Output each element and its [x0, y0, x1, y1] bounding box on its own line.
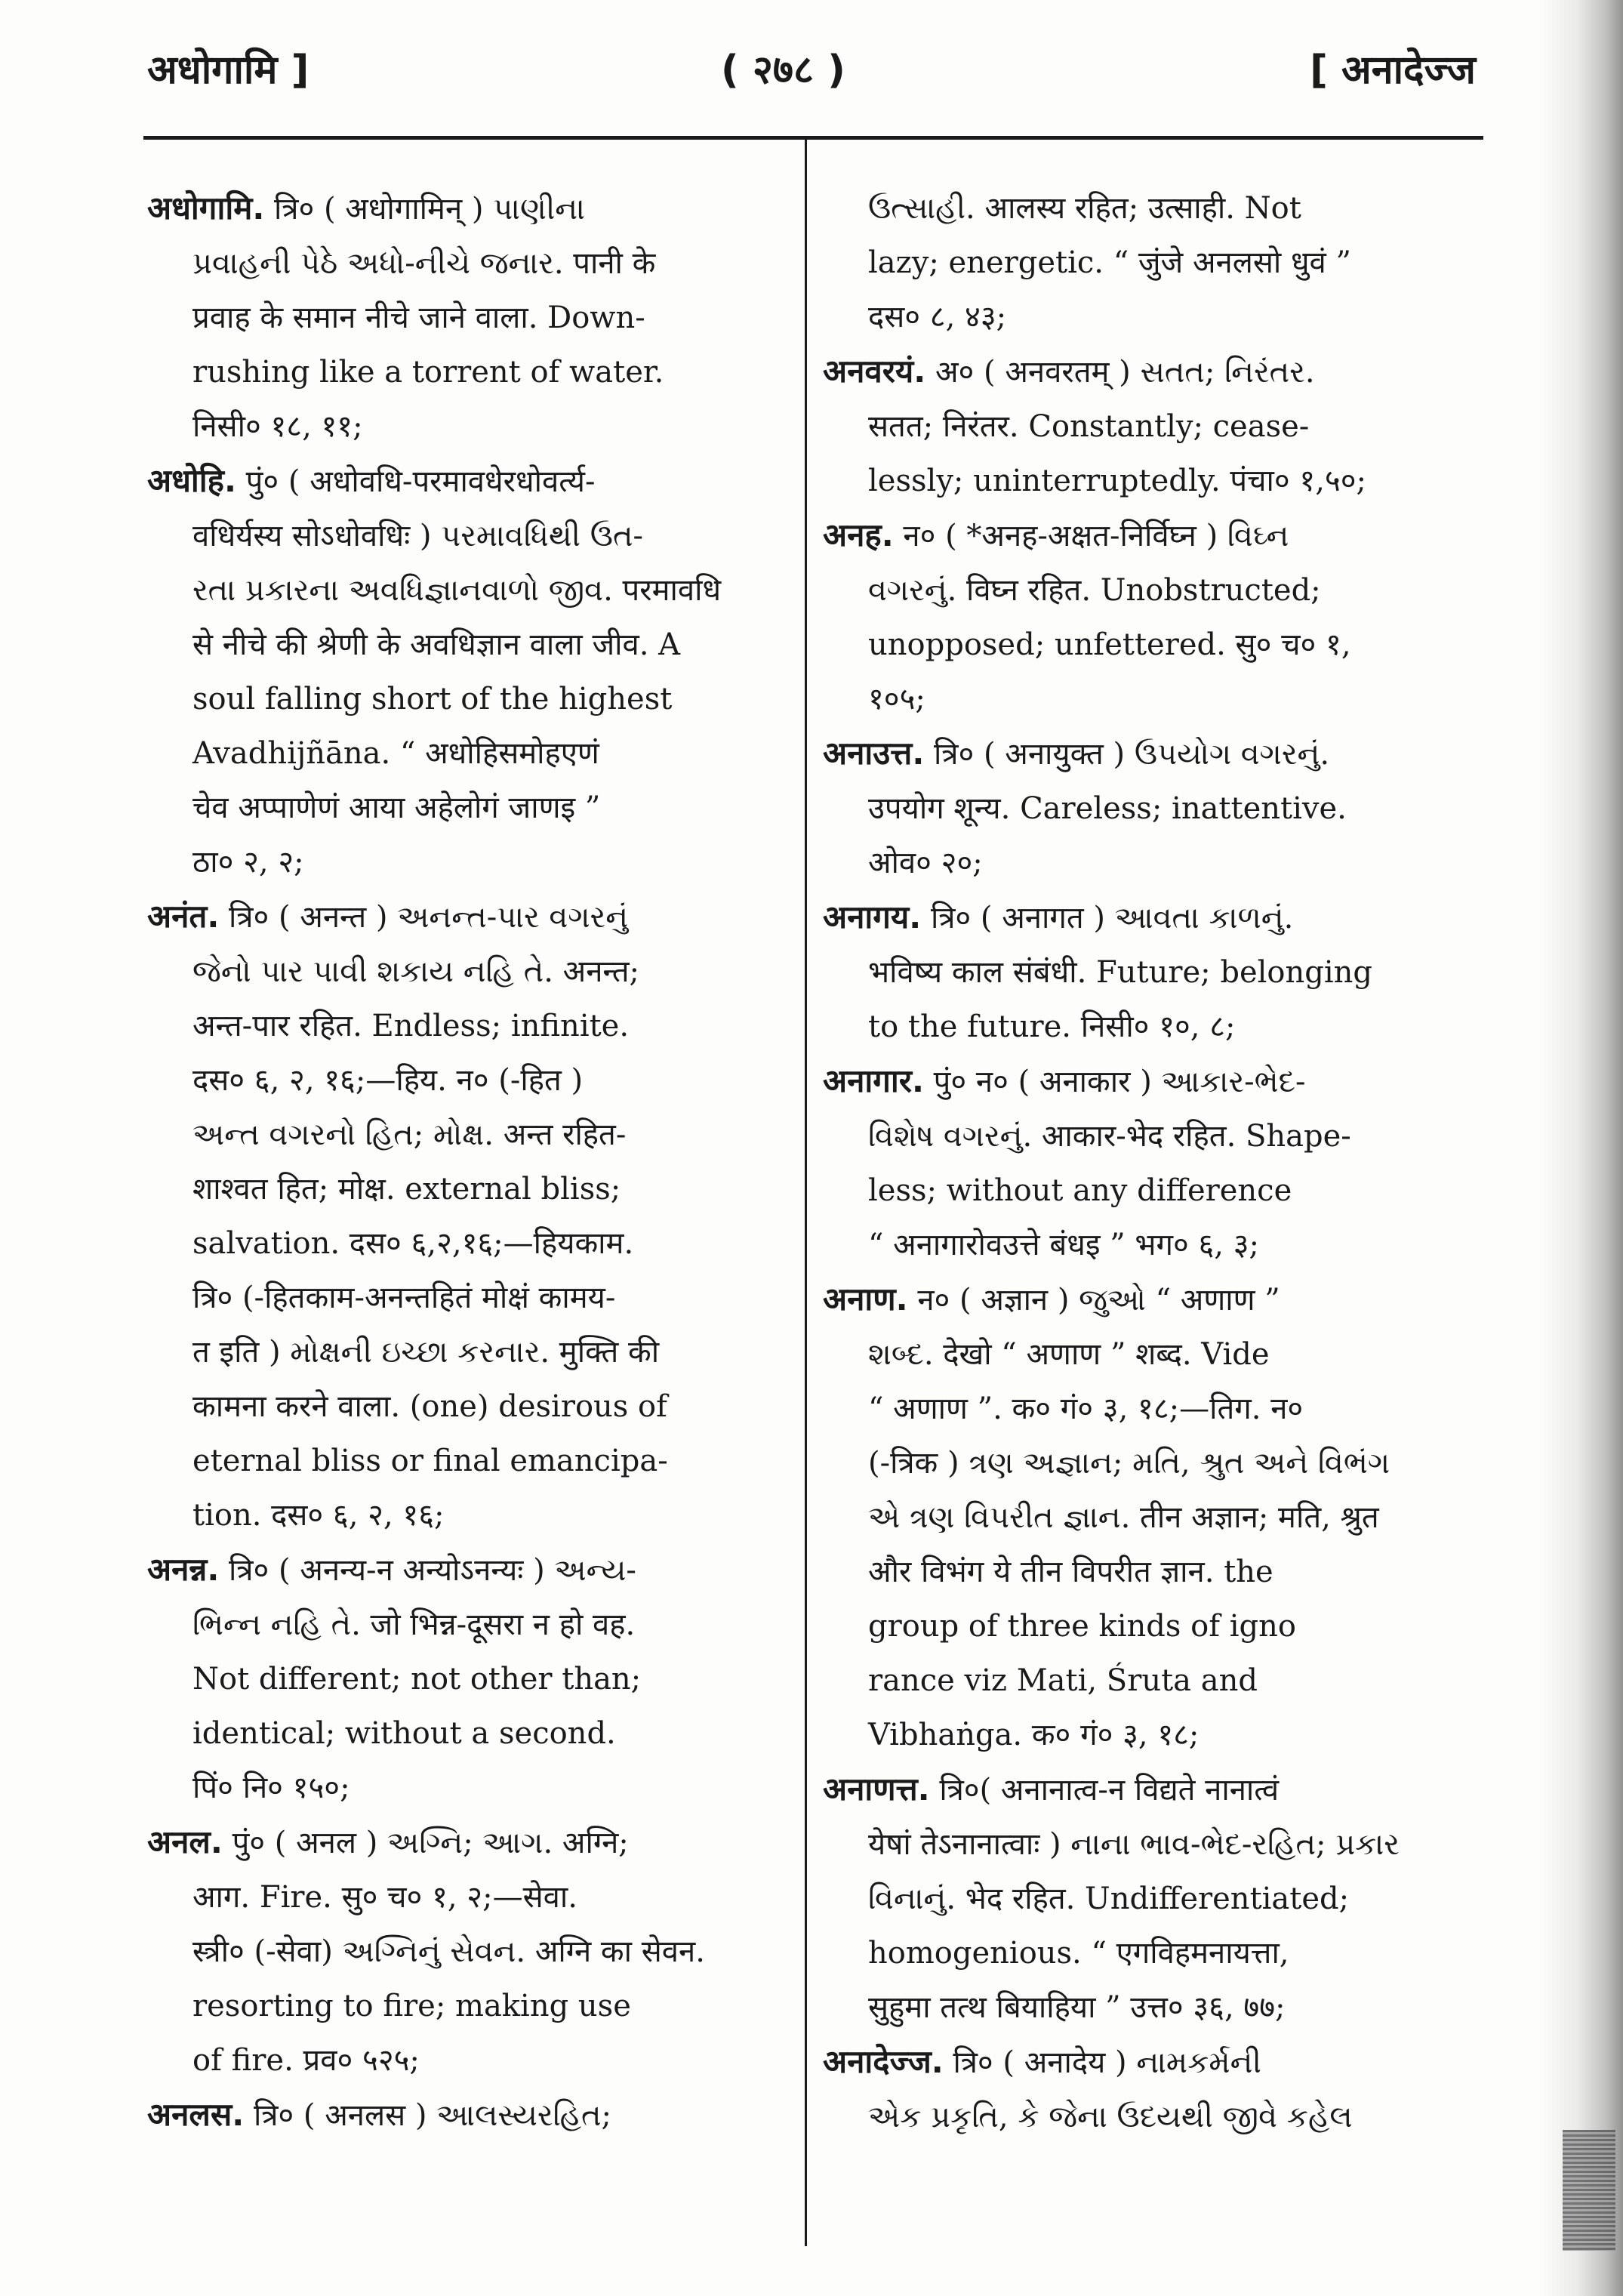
- entry-line: [823, 1599, 1464, 1653]
- entry-line: [823, 1109, 1464, 1163]
- entry-text: निसी० १८, ११;: [192, 409, 363, 444]
- entry-line: [823, 1000, 1464, 1054]
- entry-text: प्रवाह के समान नीचे जाने वाला. Down-: [192, 300, 645, 335]
- entry-headword: अनागार.: [823, 1062, 924, 1099]
- header-right-guideword: [ अनादेज्ज: [1310, 48, 1476, 93]
- entry-text: चेव अप्पाणेणं आया अहेलोगं जाणइ ”: [192, 791, 601, 825]
- entry-line: [147, 1434, 789, 1488]
- entry-line: [147, 999, 789, 1053]
- entry-headword: अनागय.: [823, 898, 922, 935]
- header-left-guideword: अधोगामि ]: [147, 48, 310, 93]
- entry-headword: अधोगामि.: [147, 190, 265, 227]
- dictionary-entry: [147, 1542, 789, 1815]
- entry-text: less; without any difference: [868, 1173, 1292, 1208]
- entry-text: “ अणाण ”. क० गं० ३, १८;—तिग. न०: [868, 1391, 1304, 1426]
- entry-text: स्त्री० (-सेवा) અગ્નિનું સેવન. अग्नि का सेवन.: [192, 1934, 705, 1969]
- entry-text: दस० ८, ४३;: [868, 300, 1007, 334]
- entry-line: [147, 672, 789, 726]
- entry-text: येषां तेऽनानात्वाः ) નાના ભાવ-ભેદ-રહિત; પ્રકાર: [868, 1827, 1400, 1862]
- entry-text: से नीचे की श्रेणी के अवधिज्ञान वाला जीव. A: [192, 627, 681, 662]
- entry-text: न० ( *अनह-अक्षत-निर्विघ्न ) વિઘ્ન: [903, 519, 1289, 553]
- entry-text: એક પ્રકૃતિ, કે જેના ઉદયથી જીવે કહેલ: [868, 2100, 1353, 2134]
- entry-line: [823, 1382, 1464, 1436]
- dictionary-entry: [823, 1272, 1464, 1762]
- dictionary-entry: [823, 726, 1464, 890]
- entry-line: [147, 1925, 789, 1979]
- entry-text: ભિન્ન નહિ તે. जो भिन्न-दूसरा न हो वह.: [192, 1607, 636, 1642]
- entry-line: [823, 726, 1464, 781]
- entry-text: त्रि० (-हितकाम-अनन्तहितं मोक्षं कामय-: [192, 1281, 616, 1315]
- entry-text: वधिर्यस्य सोऽधोवधिः ) પરમાવધિથી ઉત-: [192, 519, 643, 553]
- entry-line: [147, 1598, 789, 1652]
- entry-line: [823, 945, 1464, 1000]
- entry-text: પ્રવાહની પેઠે અધો-નીચે જનાર. पानी के: [192, 246, 656, 281]
- entry-text: अन्त-पार रहित. Endless; infinite.: [192, 1009, 630, 1043]
- entry-text: न० ( अज्ञान ) જુઓ “ अणाण ”: [917, 1283, 1280, 1318]
- entry-line: [147, 945, 789, 999]
- dictionary-entry: [147, 1815, 789, 2088]
- entry-text: શબ્દ. देखो “ अणाण ” शब्द. Vide: [868, 1337, 1270, 1372]
- entry-line: [823, 454, 1464, 508]
- entry-line: [823, 1980, 1464, 2035]
- entry-text: अ० ( अनवरतम् ) સતત; નિરંતર.: [935, 355, 1315, 390]
- entry-line: [147, 1216, 789, 1271]
- entry-line: [823, 1817, 1464, 1872]
- entry-text: त इति ) મોક્ષની ઇચ્છા કરનાર. मुक्ति की: [192, 1335, 660, 1370]
- entry-line: [823, 236, 1464, 290]
- entry-headword: अनाण.: [823, 1281, 908, 1318]
- left-column: [147, 181, 789, 2143]
- entry-text: અન્ત વગરનો હિત; મોક્ષ. अन्त रहित-: [192, 1117, 627, 1152]
- entry-line: [823, 1872, 1464, 1926]
- entry-text: unopposed; unfettered. सु० च० १,: [868, 627, 1351, 662]
- entry-line: [147, 1870, 789, 1925]
- entry-line: [823, 1327, 1464, 1382]
- entry-line: [147, 399, 789, 454]
- entry-text: વિનાનું. भेद रहित. Undifferentiated;: [868, 1881, 1350, 1916]
- entry-text: आग. Fire. सु० च० १, २;—सेवा.: [192, 1880, 577, 1915]
- entry-text: “ अनागारोवउत्ते बंधइ ” भग० ६, ३;: [868, 1228, 1260, 1262]
- entry-line: [823, 1545, 1464, 1599]
- entry-text: to the future. निसी० १०, ८;: [868, 1009, 1236, 1044]
- entry-line: [147, 1379, 789, 1434]
- entry-line: [147, 889, 789, 945]
- entry-line: [147, 1979, 789, 2033]
- entry-line: [823, 1218, 1464, 1272]
- entry-headword: अनवरयं.: [823, 353, 926, 390]
- entry-line: [823, 890, 1464, 945]
- entry-line: [147, 181, 789, 236]
- dictionary-entry: [147, 181, 789, 454]
- entry-line: [147, 1488, 789, 1542]
- entry-text: Not different; not other than;: [192, 1662, 642, 1697]
- entry-text: त्रि०( अनानात्व-न विद्यते नानात्वं: [939, 1773, 1280, 1808]
- entry-text: पुं० ( अनल ) અગ્નિ; આગ. अग्नि;: [232, 1826, 629, 1860]
- entry-text: Vibhaṅga. क० गं० ३, १८;: [868, 1718, 1200, 1752]
- entry-headword: अनल.: [147, 1823, 223, 1860]
- entry-line: [823, 290, 1464, 344]
- dictionary-entry: [147, 2088, 789, 2143]
- header-rule: [143, 136, 1483, 140]
- entry-line: [147, 1706, 789, 1761]
- entry-line: [147, 291, 789, 345]
- entry-line: [823, 836, 1464, 890]
- entry-text: soul falling short of the highest: [192, 682, 673, 717]
- entry-line: [147, 509, 789, 563]
- entry-text: ओव० २०;: [868, 846, 983, 880]
- entry-text: વગરનું. विघ्न रहित. Unobstructed;: [868, 573, 1321, 608]
- entry-line: [823, 563, 1464, 618]
- entry-line: [823, 1163, 1464, 1218]
- entry-headword: अनाणत्त.: [823, 1771, 930, 1808]
- entry-text: कामना करने वाला. (one) desirous of: [192, 1389, 667, 1424]
- entry-line: [823, 1708, 1464, 1762]
- entry-line: [823, 1272, 1464, 1327]
- entry-text: resorting to fire; making use: [192, 1989, 631, 2023]
- entry-text: lessly; uninterruptedly. पंचा० १,५०;: [868, 464, 1366, 498]
- dictionary-entry: [823, 890, 1464, 1054]
- entry-headword: अनन्न.: [147, 1551, 220, 1588]
- entry-text: rance viz Mati, Śruta and: [868, 1663, 1258, 1698]
- entry-text: त्रि० ( अनन्त ) અનન્ત-પાર વગરનું: [229, 900, 629, 935]
- scan-edge-mark: [1563, 2130, 1615, 2251]
- entry-line: [823, 344, 1464, 399]
- entry-text: identical; without a second.: [192, 1716, 616, 1751]
- dictionary-entry: [147, 889, 789, 1542]
- entry-line: [823, 672, 1464, 726]
- entry-line: [823, 1436, 1464, 1490]
- entry-line: [147, 2033, 789, 2088]
- entry-line: [147, 1761, 789, 1815]
- dictionary-entry: [823, 508, 1464, 726]
- entry-text: વિશેષ વગરનું. आकार-भेद रहित. Shape-: [868, 1119, 1351, 1154]
- entry-text: રતા પ્રકારના અવધિજ્ઞાનવાળો જીવ. परमावधि: [192, 573, 722, 608]
- entry-line: [147, 1815, 789, 1870]
- entry-line: [823, 618, 1464, 672]
- entry-line: [147, 618, 789, 672]
- entry-text: salvation. दस० ६,२,१६;—हियकाम.: [192, 1226, 634, 1261]
- entry-line: [147, 1652, 789, 1706]
- page-header: [147, 42, 1476, 102]
- entry-text: त्रि० ( अनन्य-न अन्योऽनन्यः ) અન્ય-: [229, 1553, 636, 1588]
- entry-line: [147, 2088, 789, 2143]
- entry-text: त्रि० ( अनायुक्त ) ઉપયોગ વગરનું.: [934, 737, 1330, 772]
- entry-line: [823, 399, 1464, 454]
- entry-text: જેનો પાર પાવી શકાય નહિ તે. अनन्त;: [192, 954, 639, 989]
- dictionary-entry: [823, 1762, 1464, 2035]
- entry-text: (-त्रिक ) ત્રણ અજ્ઞાન; મતિ, શ્રુત અને વિભંગ: [868, 1446, 1390, 1481]
- entry-line: [823, 1653, 1464, 1708]
- entry-line: [823, 1054, 1464, 1109]
- entry-text: १०५;: [868, 682, 925, 717]
- entry-line: [147, 345, 789, 399]
- entry-line: [823, 1762, 1464, 1817]
- entry-text: पुं० न० ( अनाकार ) આકાર-ભેદ-: [933, 1065, 1306, 1099]
- entry-line: [147, 1542, 789, 1598]
- entry-text: lazy; energetic. “ जुंजे अनलसो धुवं ”: [868, 245, 1351, 280]
- entry-text: tion. दस० ६, २, १६;: [192, 1498, 445, 1533]
- right-column: [823, 181, 1464, 2144]
- entry-line: [147, 835, 789, 889]
- entry-text: એ ત્રણ વિપરીત જ્ઞાન. तीन अज्ञान; मति, श्रुत: [868, 1500, 1379, 1535]
- entry-line: [147, 726, 789, 781]
- dictionary-entry: [823, 344, 1464, 508]
- entry-text: त्रि० ( अनागत ) આવતા કાળનું.: [930, 901, 1294, 935]
- entry-line: [147, 1325, 789, 1379]
- entry-line: [823, 1926, 1464, 1980]
- entry-text: त्रि० ( अनादेय ) નામકર્મની: [953, 2045, 1261, 2080]
- entry-text: पुं० ( अधोवधि-परमावधेरधोवर्त्य-: [245, 464, 596, 499]
- entry-text: सतत; निरंतर. Constantly; cease-: [868, 409, 1310, 444]
- entry-text: शाश्वत हित; मोक्ष. external bliss;: [192, 1172, 621, 1207]
- entry-line: [823, 181, 1464, 236]
- entry-line: [147, 236, 789, 291]
- entry-text: त्रि० ( अधोगामिन् ) પાણીના: [274, 192, 585, 227]
- entry-line: [823, 2035, 1464, 2090]
- entry-headword: अनाउत्त.: [823, 735, 925, 772]
- entry-line: [147, 1271, 789, 1325]
- entry-text: ठा० २, २;: [192, 845, 304, 880]
- entry-line: [147, 781, 789, 835]
- entry-text: of fire. प्रव० ५२५;: [192, 2043, 420, 2078]
- entry-text: उपयोग शून्य. Careless; inattentive.: [868, 791, 1347, 826]
- entry-line: [147, 1162, 789, 1216]
- entry-line: [147, 1053, 789, 1108]
- entry-text: eternal bliss or final emancipa-: [192, 1444, 668, 1478]
- entry-line: [823, 781, 1464, 836]
- header-page-number: ( २७८ ): [721, 48, 845, 93]
- entry-text: त्रि० ( अनलस ) આલસ્યરહિત;: [253, 2098, 612, 2133]
- entry-line: [147, 1108, 789, 1162]
- entry-line: [147, 563, 789, 618]
- entry-line: [147, 454, 789, 509]
- dictionary-entry: [147, 454, 789, 889]
- dictionary-entry: [823, 1054, 1464, 1272]
- entry-headword: अनंत.: [147, 898, 220, 935]
- entry-headword: अधोहि.: [147, 462, 236, 499]
- entry-text: पिं० नि० १५०;: [192, 1771, 350, 1805]
- entry-text: भविष्य काल संबंधी. Future; belonging: [868, 955, 1373, 990]
- column-divider: [805, 140, 807, 2246]
- entry-text: और विभंग ये तीन विपरीत ज्ञान. the: [868, 1555, 1273, 1589]
- entry-text: सुहुमा तत्थ बियाहिया ” उत्त० ३६, ७७;: [868, 1990, 1286, 2025]
- entry-text: group of three kinds of igno: [868, 1609, 1296, 1644]
- dictionary-entry: [823, 181, 1464, 344]
- entry-text: Avadhijñāna. “ अधोहिसमोहएणं: [192, 736, 599, 771]
- entry-line: [823, 2090, 1464, 2144]
- dictionary-entry: [823, 2035, 1464, 2144]
- entry-line: [823, 1490, 1464, 1545]
- entry-line: [823, 508, 1464, 563]
- entry-text: दस० ६, २, १६;—हिय. न० (-हित ): [192, 1063, 584, 1098]
- entry-text: ઉત્સાહી. आलस्य रहित; उत्साही. Not: [868, 191, 1301, 226]
- entry-headword: अनादेज्ज.: [823, 2043, 944, 2080]
- entry-text: rushing like a torrent of water.: [192, 355, 664, 390]
- entry-headword: अनलस.: [147, 2096, 245, 2133]
- scan-edge-shadow: [1540, 0, 1623, 2296]
- entry-headword: अनह.: [823, 516, 894, 553]
- entry-text: homogenious. “ एगविहमनायत्ता,: [868, 1936, 1289, 1971]
